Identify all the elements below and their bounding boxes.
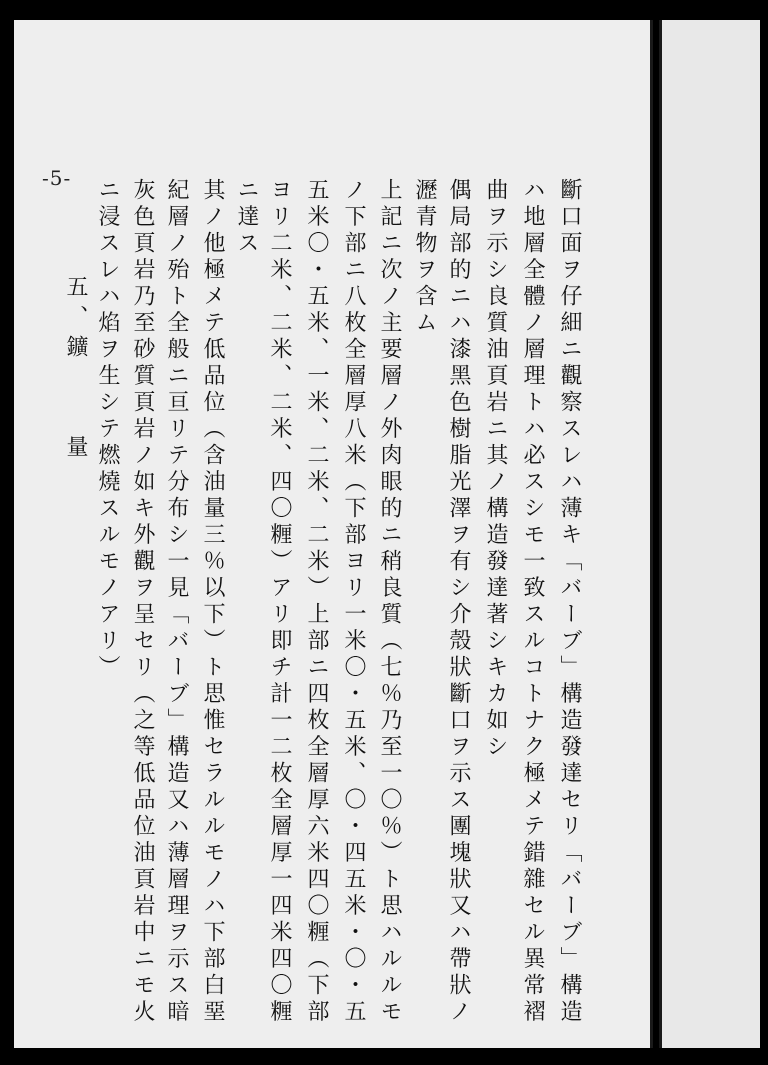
page-edge-line: [650, 20, 653, 1048]
page-number: -5-: [42, 166, 72, 190]
text-column: ニ達ス: [234, 178, 259, 258]
text-column: ヨリ二米、二米、二米、四〇糎）アリ即チ計一二枚全層厚一四米四〇糎: [267, 178, 292, 1026]
text-column: 其ノ他極メテ低品位（含油量三％以下）ト思惟セラルルモノハ下部白堊: [200, 178, 225, 1026]
adjacent-page-strip: [662, 20, 760, 1048]
section-heading: 五、鑛: [63, 275, 88, 365]
text-column: 上記ニ次ノ主要層ノ外肉眼的ニ稍良質（七％乃至一〇％）ト思ハルルモ: [377, 178, 402, 1026]
text-column: 紀層ノ殆ト全般ニ亘リテ分布シ一見「バーブ」構造又ハ薄層理ヲ示ス暗: [164, 178, 189, 1026]
text-column: ハ地層全體ノ層理トハ必スシモ一致スルコトナク極メテ錯雜セル異常褶: [520, 178, 545, 1026]
section-heading-continued: 量: [63, 435, 88, 457]
text-column: 灰色頁岩乃至砂質頁岩ノ如キ外觀ヲ呈セリ（之等低品位油頁岩中ニモ火: [130, 178, 155, 1026]
text-column: 偶局部的ニハ漆黑色樹脂光澤ヲ有シ介殼狀斷口ヲ示ス團塊狀又ハ帶狀ノ: [446, 178, 471, 1026]
text-column: 瀝青物ヲ含ム: [412, 178, 437, 337]
text-column: 五米〇・五米、一米、二米、二米）上部ニ四枚全層厚六米四〇糎（下部: [304, 178, 329, 1026]
text-column: 斷口面ヲ仔細ニ觀察スレハ薄キ「バーブ」構造發達セリ「バーブ」構造: [557, 178, 582, 1026]
text-column: 曲ヲ示シ良質油頁岩ニ其ノ構造發達著シキカ如シ: [483, 178, 508, 761]
text-column: ノ下部ニ八枚全層厚八米（下部ヨリ一米〇・五米、〇・四五米・〇・五: [341, 178, 366, 1026]
text-column: ニ浸スレハ焰ヲ生シテ燃燒スルモノアリ）: [95, 178, 120, 682]
